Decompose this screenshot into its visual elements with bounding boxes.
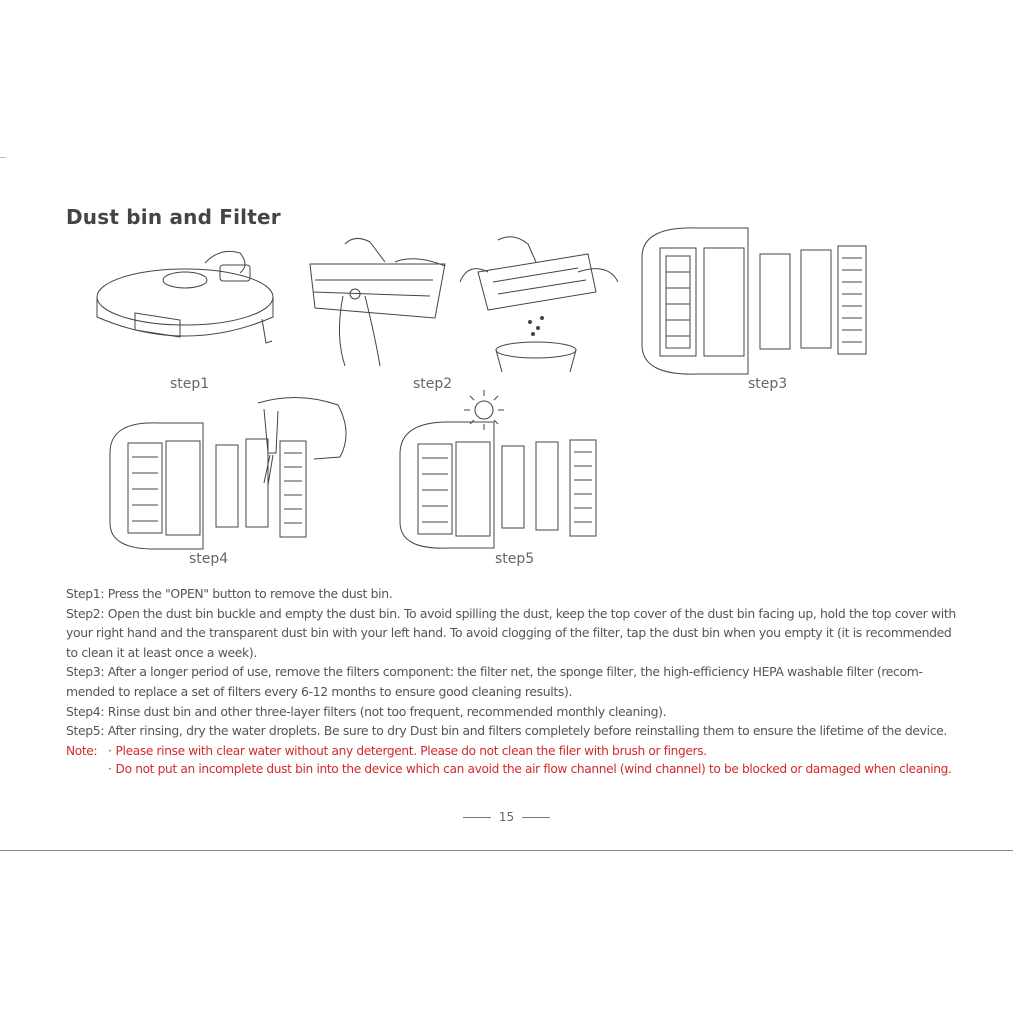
section-title: Dust bin and Filter bbox=[66, 205, 281, 229]
instruction-step2: Step2: Open the dust bin buckle and empty the dust bin. To avoid spilling the dust, keep the top cover of the dust bin facing up, hold the top cover with your right hand and the transparent dust bin with your left hand. To avoid clogging of the filter, tap the dust bin when you empty it (it is recommended to clean it at least once a week). bbox=[66, 605, 956, 660]
step1-label: step1 bbox=[170, 376, 210, 392]
instruction-step5: Step5: After rinsing, dry the water droplets. Be sure to dry Dust bin and filters completely before reinstalling them to ensure the lifetime of the device. bbox=[66, 723, 948, 739]
step3-illustration bbox=[458, 232, 623, 372]
instructions bbox=[66, 584, 956, 741]
step4-illustration bbox=[108, 393, 358, 550]
note-label: Note: bbox=[66, 744, 98, 758]
note-block bbox=[66, 742, 966, 778]
instruction-step3: Step3: After a longer period of use, remove the filters component: the filter net, the sponge filter, the high-efficiency HEPA washable filter (recom-mended to replace a set of filters every 6-12 months to ensure good cleaning results). bbox=[66, 664, 923, 699]
step2-illustration bbox=[305, 236, 455, 368]
instruction-step1: Step1: Press the "OPEN" button to remove the dust bin. bbox=[66, 586, 393, 601]
page-number-dash-right bbox=[522, 817, 550, 818]
step1-illustration bbox=[90, 245, 290, 355]
step4-label: step4 bbox=[189, 551, 229, 567]
note-item: Do not put an incomplete dust bin into the device which can avoid the air flow channel (wind channel) to be blocked or damaged when cleaning. bbox=[115, 762, 952, 776]
note-bullet: · bbox=[108, 762, 112, 776]
step5-label: step5 bbox=[495, 551, 535, 567]
instruction-step4: Step4: Rinse dust bin and other three-layer filters (not too frequent, recommended monthly cleaning). bbox=[66, 703, 667, 719]
step5-illustration bbox=[396, 388, 606, 550]
note-item: Please rinse with clear water without any detergent. Please do not clean the filer with brush or fingers. bbox=[115, 744, 707, 758]
page-number-footer bbox=[0, 810, 1013, 824]
page-number-dash-left bbox=[463, 817, 491, 818]
page-top-rule bbox=[0, 157, 6, 158]
step2-label: step2 bbox=[413, 376, 453, 392]
page-bottom-rule bbox=[0, 850, 1013, 851]
page-number: 15 bbox=[498, 810, 515, 824]
step3-filters-illustration bbox=[638, 226, 878, 376]
note-bullet: · bbox=[108, 744, 112, 758]
step3-label: step3 bbox=[748, 376, 788, 392]
